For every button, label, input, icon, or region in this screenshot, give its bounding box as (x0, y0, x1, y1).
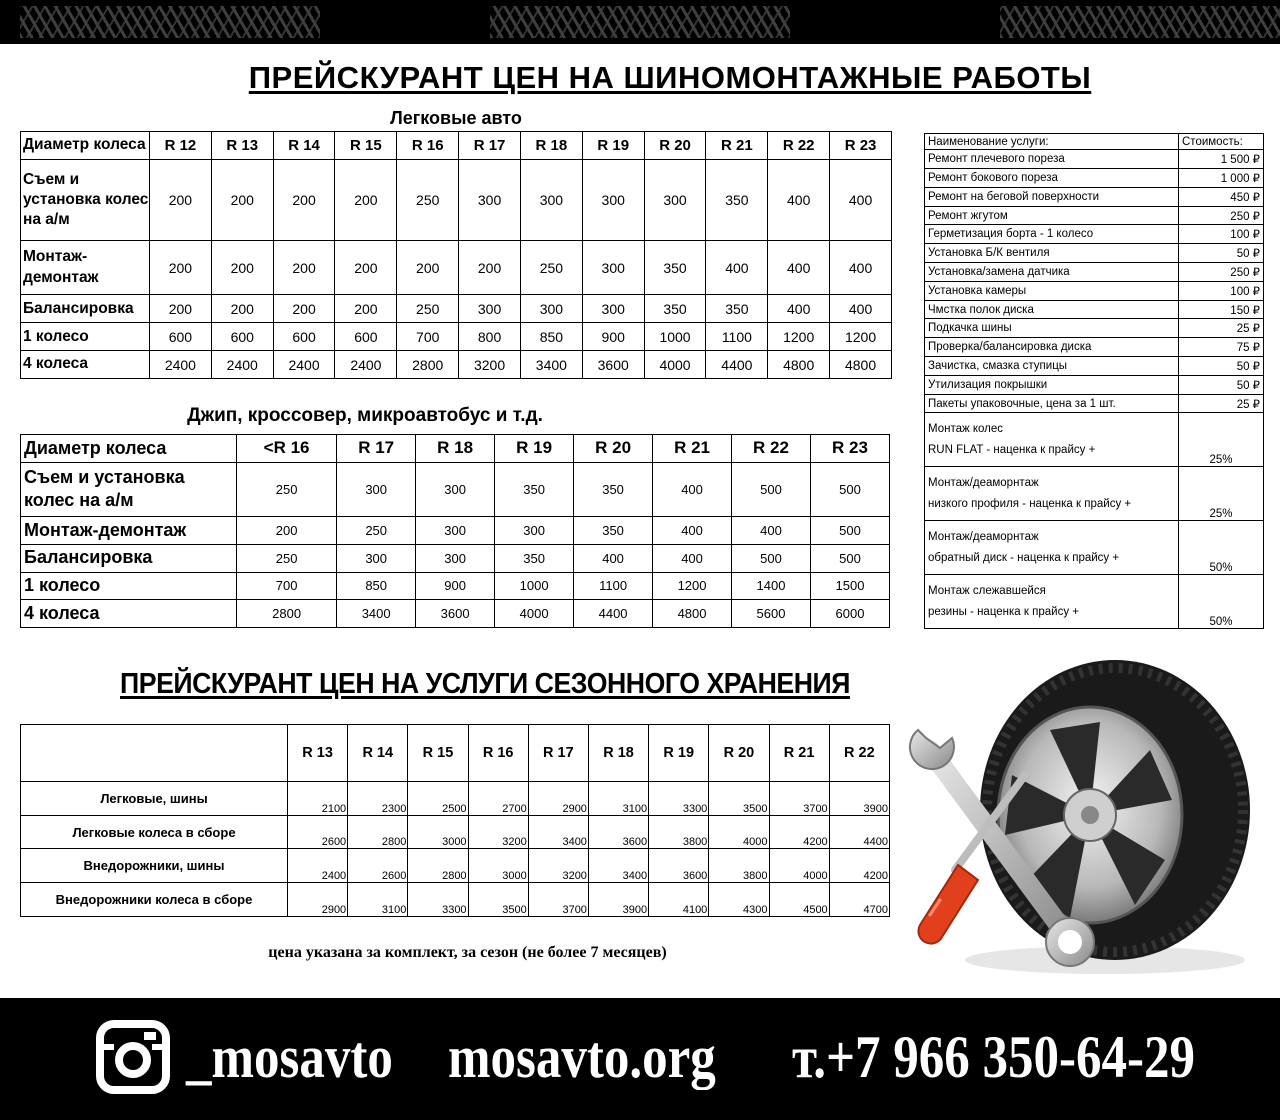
jeep-price-cell: 1200 (653, 572, 732, 600)
cars-price-cell: 400 (830, 295, 892, 323)
storage-price-cell: 2500 (408, 781, 468, 815)
jeep-table-row (21, 544, 890, 572)
service-name: Подкачка шины (925, 319, 1179, 338)
cars-table-body (21, 159, 892, 378)
storage-price-cell: 3500 (468, 883, 528, 917)
cars-size-header: R 22 (768, 132, 830, 160)
cars-price-cell: 200 (273, 159, 335, 240)
jeep-price-cell: 300 (337, 544, 416, 572)
storage-price-cell: 3500 (709, 781, 769, 815)
cars-price-cell: 2400 (211, 351, 273, 379)
storage-price-cell: 2600 (288, 815, 348, 849)
cars-size-header: R 17 (459, 132, 521, 160)
storage-table-row (21, 781, 890, 815)
hub-cap-shape (1081, 806, 1099, 824)
cars-price-cell: 200 (459, 240, 521, 294)
cars-table-row (21, 351, 892, 379)
storage-price-cell: 3200 (528, 849, 588, 883)
jeep-price-cell: 350 (574, 517, 653, 545)
service-price: 25 ₽ (1179, 319, 1264, 338)
cars-price-cell: 600 (150, 323, 212, 351)
surcharge-percent: 50% (1179, 521, 1264, 575)
storage-note: цена указана за комплект, за сезон (не более 7 месяцев) (268, 944, 667, 961)
jeep-price-cell: 700 (237, 572, 337, 600)
jeep-price-cell: 500 (732, 544, 811, 572)
storage-price-cell: 4000 (709, 815, 769, 849)
surcharge-name (925, 575, 1179, 629)
storage-size-header: R 16 (468, 725, 528, 782)
cars-subtitle: Легковые авто (390, 108, 522, 128)
jeep-price-cell: 4000 (495, 600, 574, 628)
cars-price-cell: 400 (768, 295, 830, 323)
cars-price-table (20, 131, 892, 379)
cars-size-header: R 19 (582, 132, 644, 160)
website-link[interactable]: mosavto.org (448, 1024, 716, 1090)
service-price: 250 ₽ (1179, 263, 1264, 282)
storage-price-cell: 3000 (408, 815, 468, 849)
tread-pattern-left (20, 6, 320, 38)
surcharge-percent: 25% (1179, 413, 1264, 467)
cars-table-row (21, 295, 892, 323)
service-row (925, 187, 1264, 206)
cars-header-label: Диаметр колеса (21, 132, 150, 160)
surcharge-line1: Монтаж/деаморнтаж (928, 530, 1039, 543)
cars-price-cell: 400 (706, 240, 768, 294)
cars-price-cell: 350 (706, 295, 768, 323)
jeep-table-row (21, 517, 890, 545)
storage-price-cell: 2600 (348, 849, 408, 883)
cars-row-label: 4 колеса (21, 351, 150, 379)
storage-price-cell: 2800 (348, 815, 408, 849)
service-price: 50 ₽ (1179, 357, 1264, 376)
service-name: Ремонт бокового пореза (925, 169, 1179, 188)
cars-price-cell: 200 (397, 240, 459, 294)
service-price: 1 500 ₽ (1179, 150, 1264, 169)
storage-price-cell: 3200 (468, 815, 528, 849)
cars-price-cell: 400 (830, 159, 892, 240)
storage-price-cell: 4700 (829, 883, 889, 917)
surcharge-row (925, 521, 1264, 575)
jeep-price-cell: 400 (653, 462, 732, 516)
jeep-price-cell: 250 (237, 462, 337, 516)
jeep-size-header: <R 16 (237, 435, 337, 463)
jeep-price-cell: 300 (416, 544, 495, 572)
cars-price-cell: 250 (520, 240, 582, 294)
tread-pattern-center (490, 6, 790, 38)
jeep-size-header: R 22 (732, 435, 811, 463)
cars-price-cell: 850 (520, 323, 582, 351)
storage-price-cell: 2900 (528, 781, 588, 815)
cars-price-cell: 300 (582, 159, 644, 240)
cars-price-cell: 2800 (397, 351, 459, 379)
main-title: ПРЕЙСКУРАНТ ЦЕН НА ШИНОМОНТАЖНЫЕ РАБОТЫ (248, 60, 1092, 95)
jeep-price-table (20, 434, 890, 628)
cars-price-cell: 3200 (459, 351, 521, 379)
cars-header-row (21, 132, 892, 160)
storage-header-blank (21, 725, 288, 782)
cars-price-cell: 350 (644, 295, 706, 323)
jeep-price-cell: 3600 (416, 600, 495, 628)
storage-table-row (21, 883, 890, 917)
service-name: Ремонт плечевого пореза (925, 150, 1179, 169)
cars-price-cell: 2400 (335, 351, 397, 379)
jeep-price-cell: 5600 (732, 600, 811, 628)
storage-price-cell: 2800 (408, 849, 468, 883)
service-row (925, 244, 1264, 263)
jeep-row-label: Съем и установка колес на а/м (21, 462, 237, 516)
service-price: 100 ₽ (1179, 281, 1264, 300)
jeep-table-row (21, 600, 890, 628)
cars-price-cell: 400 (768, 159, 830, 240)
storage-price-cell: 2300 (348, 781, 408, 815)
storage-size-header: R 13 (288, 725, 348, 782)
wheel-and-tools-illustration (900, 660, 1260, 990)
jeep-price-cell: 6000 (811, 600, 890, 628)
cars-price-cell: 300 (644, 159, 706, 240)
jeep-price-cell: 300 (416, 462, 495, 516)
jeep-size-header: R 17 (337, 435, 416, 463)
cars-row-label: 1 колесо (21, 323, 150, 351)
jeep-price-cell: 400 (653, 544, 732, 572)
jeep-row-label: Балансировка (21, 544, 237, 572)
cars-size-header: R 20 (644, 132, 706, 160)
cars-price-cell: 300 (520, 159, 582, 240)
jeep-price-cell: 200 (237, 517, 337, 545)
service-price: 75 ₽ (1179, 338, 1264, 357)
storage-price-cell: 2900 (288, 883, 348, 917)
storage-size-header: R 20 (709, 725, 769, 782)
service-price: 50 ₽ (1179, 375, 1264, 394)
storage-price-cell: 3900 (588, 883, 648, 917)
cars-price-cell: 200 (211, 295, 273, 323)
jeep-price-cell: 3400 (337, 600, 416, 628)
service-price: 450 ₽ (1179, 187, 1264, 206)
service-price: 250 ₽ (1179, 206, 1264, 225)
storage-price-cell: 3600 (649, 849, 709, 883)
cars-price-cell: 2400 (273, 351, 335, 379)
surcharge-row (925, 413, 1264, 467)
instagram-handle[interactable]: _mosavto (186, 1024, 393, 1090)
cars-price-cell: 4800 (830, 351, 892, 379)
service-row (925, 300, 1264, 319)
cars-price-cell: 250 (397, 159, 459, 240)
cars-size-header: R 15 (335, 132, 397, 160)
jeep-price-cell: 300 (416, 517, 495, 545)
cars-price-cell: 1200 (830, 323, 892, 351)
cars-size-header: R 16 (397, 132, 459, 160)
surcharge-percent: 25% (1179, 467, 1264, 521)
cars-size-header: R 13 (211, 132, 273, 160)
cars-price-cell: 1000 (644, 323, 706, 351)
service-row (925, 169, 1264, 188)
jeep-size-header: R 21 (653, 435, 732, 463)
service-row (925, 225, 1264, 244)
storage-price-cell: 2700 (468, 781, 528, 815)
cars-row-label: Балансировка (21, 295, 150, 323)
storage-price-cell: 3100 (588, 781, 648, 815)
storage-size-header: R 21 (769, 725, 829, 782)
cars-price-cell: 400 (768, 240, 830, 294)
cars-table-row (21, 240, 892, 294)
storage-price-cell: 3300 (649, 781, 709, 815)
cars-price-cell: 250 (397, 295, 459, 323)
cars-price-cell: 700 (397, 323, 459, 351)
surcharge-percent: 50% (1179, 575, 1264, 629)
service-name: Ремонт на беговой поверхности (925, 187, 1179, 206)
service-name: Зачистка, смазка ступицы (925, 357, 1179, 376)
cars-price-cell: 2400 (150, 351, 212, 379)
storage-price-cell: 3800 (709, 849, 769, 883)
storage-price-table (20, 724, 890, 917)
service-row (925, 281, 1264, 300)
cars-size-header: R 21 (706, 132, 768, 160)
jeep-row-label: 1 колесо (21, 572, 237, 600)
surcharge-line1: Монтаж слежавшейся (928, 584, 1046, 597)
cars-price-cell: 200 (211, 159, 273, 240)
phone-number[interactable]: т.+7 966 350-64-29 (792, 1024, 1196, 1090)
top-tread-banner (0, 0, 1280, 44)
surcharge-row (925, 575, 1264, 629)
jeep-price-cell: 400 (574, 544, 653, 572)
storage-price-cell: 4200 (769, 815, 829, 849)
service-row (925, 263, 1264, 282)
jeep-price-cell: 500 (811, 517, 890, 545)
storage-size-header: R 14 (348, 725, 408, 782)
jeep-size-header: R 18 (416, 435, 495, 463)
service-row (925, 206, 1264, 225)
cars-size-header: R 12 (150, 132, 212, 160)
service-name: Установка/замена датчика (925, 263, 1179, 282)
service-name: Чмстка полок диска (925, 300, 1179, 319)
service-name: Установка камеры (925, 281, 1179, 300)
cars-price-cell: 200 (150, 159, 212, 240)
service-price: 1 000 ₽ (1179, 169, 1264, 188)
storage-price-cell: 3900 (829, 781, 889, 815)
services-table-body (925, 150, 1264, 629)
surcharge-line1: Монтаж колес (928, 422, 1004, 435)
cars-price-cell: 300 (582, 295, 644, 323)
surcharge-line1: Монтаж/деаморнтаж (928, 476, 1039, 489)
storage-size-header: R 17 (528, 725, 588, 782)
services-header-name: Наименование услуги: (925, 134, 1179, 150)
storage-row-label: Внедорожники колеса в сборе (21, 883, 288, 917)
storage-price-cell: 3700 (528, 883, 588, 917)
cars-table-row (21, 323, 892, 351)
storage-title: ПРЕЙСКУРАНТ ЦЕН НА УСЛУГИ СЕЗОННОГО ХРАНЕНИЯ (120, 668, 850, 700)
storage-price-cell: 4200 (829, 849, 889, 883)
jeep-row-label: Монтаж-демонтаж (21, 517, 237, 545)
surcharge-name (925, 467, 1179, 521)
service-name: Герметизация борта - 1 колесо (925, 225, 1179, 244)
jeep-price-cell: 300 (495, 517, 574, 545)
cars-price-cell: 800 (459, 323, 521, 351)
cars-table-row (21, 159, 892, 240)
surcharge-line2: резины - наценка к прайсу + (928, 605, 1079, 618)
cars-price-cell: 4000 (644, 351, 706, 379)
jeep-price-cell: 250 (337, 517, 416, 545)
cars-price-cell: 3400 (520, 351, 582, 379)
service-name: Пакеты упаковочные, цена за 1 шт. (925, 394, 1179, 413)
cars-price-cell: 600 (273, 323, 335, 351)
storage-price-cell: 4400 (829, 815, 889, 849)
cars-price-cell: 300 (520, 295, 582, 323)
cars-price-cell: 600 (211, 323, 273, 351)
jeep-price-cell: 350 (495, 544, 574, 572)
jeep-price-cell: 2800 (237, 600, 337, 628)
cars-price-cell: 350 (644, 240, 706, 294)
storage-header-row (21, 725, 890, 782)
cars-size-header: R 14 (273, 132, 335, 160)
storage-price-cell: 3800 (649, 815, 709, 849)
cars-price-cell: 200 (335, 240, 397, 294)
storage-row-label: Внедорожники, шины (21, 849, 288, 883)
jeep-size-header: R 23 (811, 435, 890, 463)
jeep-price-cell: 850 (337, 572, 416, 600)
cars-price-cell: 4400 (706, 351, 768, 379)
service-row (925, 394, 1264, 413)
service-price: 25 ₽ (1179, 394, 1264, 413)
cars-row-label: Съем и установка колес на а/м (21, 159, 150, 240)
service-name: Утилизация покрышки (925, 375, 1179, 394)
service-price: 100 ₽ (1179, 225, 1264, 244)
surcharge-line2: низкого профиля - наценка к прайсу + (928, 497, 1132, 510)
storage-table-row (21, 849, 890, 883)
jeep-table-body (21, 462, 890, 627)
cars-row-label: Монтаж-демонтаж (21, 240, 150, 294)
surcharge-line2: RUN FLAT - наценка к прайсу + (928, 443, 1096, 456)
cars-price-cell: 300 (459, 159, 521, 240)
tread-pattern-right (1000, 6, 1280, 38)
cars-price-cell: 1200 (768, 323, 830, 351)
jeep-price-cell: 1000 (495, 572, 574, 600)
services-header-row (925, 134, 1264, 150)
service-price: 150 ₽ (1179, 300, 1264, 319)
surcharge-name (925, 521, 1179, 575)
storage-price-cell: 3300 (408, 883, 468, 917)
service-name: Проверка/балансировка диска (925, 338, 1179, 357)
jeep-price-cell: 500 (811, 544, 890, 572)
cars-size-header: R 23 (830, 132, 892, 160)
storage-price-cell: 3000 (468, 849, 528, 883)
cars-price-cell: 200 (273, 240, 335, 294)
jeep-price-cell: 500 (811, 462, 890, 516)
storage-price-cell: 3400 (588, 849, 648, 883)
jeep-price-cell: 500 (732, 462, 811, 516)
cars-size-header: R 18 (520, 132, 582, 160)
cars-price-cell: 200 (150, 295, 212, 323)
service-price: 50 ₽ (1179, 244, 1264, 263)
cars-price-cell: 1100 (706, 323, 768, 351)
surcharge-line2: обратный диск - наценка к прайсу + (928, 551, 1120, 564)
storage-row-label: Легковые, шины (21, 781, 288, 815)
jeep-price-cell: 4400 (574, 600, 653, 628)
service-row (925, 357, 1264, 376)
jeep-price-cell: 900 (416, 572, 495, 600)
services-header-price: Стоимость: (1179, 134, 1264, 150)
jeep-table-row (21, 462, 890, 516)
storage-size-header: R 18 (588, 725, 648, 782)
storage-price-cell: 3600 (588, 815, 648, 849)
storage-price-cell: 3700 (769, 781, 829, 815)
surcharge-name (925, 413, 1179, 467)
cars-price-cell: 3600 (582, 351, 644, 379)
jeep-header-row (21, 435, 890, 463)
cars-price-cell: 400 (830, 240, 892, 294)
jeep-subtitle: Джип, кроссовер, микроавтобус и т.д. (187, 405, 543, 426)
cars-price-cell: 300 (582, 240, 644, 294)
jeep-price-cell: 250 (237, 544, 337, 572)
service-row (925, 338, 1264, 357)
storage-price-cell: 3400 (528, 815, 588, 849)
storage-table-row (21, 815, 890, 849)
service-name: Установка Б/К вентиля (925, 244, 1179, 263)
cars-price-cell: 200 (211, 240, 273, 294)
storage-price-cell: 2100 (288, 781, 348, 815)
jeep-size-header: R 20 (574, 435, 653, 463)
jeep-price-cell: 1500 (811, 572, 890, 600)
jeep-table-row (21, 572, 890, 600)
instagram-icon (96, 1020, 170, 1094)
cars-price-cell: 350 (706, 159, 768, 240)
storage-price-cell: 2400 (288, 849, 348, 883)
jeep-price-cell: 350 (495, 462, 574, 516)
jeep-price-cell: 4800 (653, 600, 732, 628)
cars-price-cell: 200 (335, 295, 397, 323)
jeep-size-header: R 19 (495, 435, 574, 463)
cars-price-cell: 200 (150, 240, 212, 294)
jeep-price-cell: 400 (653, 517, 732, 545)
jeep-price-cell: 1400 (732, 572, 811, 600)
storage-price-cell: 4500 (769, 883, 829, 917)
storage-table-body (21, 781, 890, 916)
storage-size-header: R 19 (649, 725, 709, 782)
storage-price-cell: 4300 (709, 883, 769, 917)
storage-price-cell: 4000 (769, 849, 829, 883)
jeep-price-cell: 300 (337, 462, 416, 516)
jeep-price-cell: 350 (574, 462, 653, 516)
footer-bar (0, 998, 1280, 1120)
cars-price-cell: 900 (582, 323, 644, 351)
service-name: Ремонт жгутом (925, 206, 1179, 225)
jeep-row-label: 4 колеса (21, 600, 237, 628)
cars-price-cell: 300 (459, 295, 521, 323)
storage-size-header: R 15 (408, 725, 468, 782)
storage-price-cell: 4100 (649, 883, 709, 917)
services-price-table (924, 133, 1264, 629)
jeep-price-cell: 1100 (574, 572, 653, 600)
cars-price-cell: 600 (335, 323, 397, 351)
storage-price-cell: 3100 (348, 883, 408, 917)
storage-row-label: Легковые колеса в сборе (21, 815, 288, 849)
surcharge-row (925, 467, 1264, 521)
service-row (925, 375, 1264, 394)
cars-price-cell: 200 (335, 159, 397, 240)
cars-price-cell: 4800 (768, 351, 830, 379)
jeep-price-cell: 400 (732, 517, 811, 545)
cars-price-cell: 200 (273, 295, 335, 323)
storage-size-header: R 22 (829, 725, 889, 782)
service-row (925, 319, 1264, 338)
service-row (925, 150, 1264, 169)
jeep-header-label: Диаметр колеса (21, 435, 237, 463)
